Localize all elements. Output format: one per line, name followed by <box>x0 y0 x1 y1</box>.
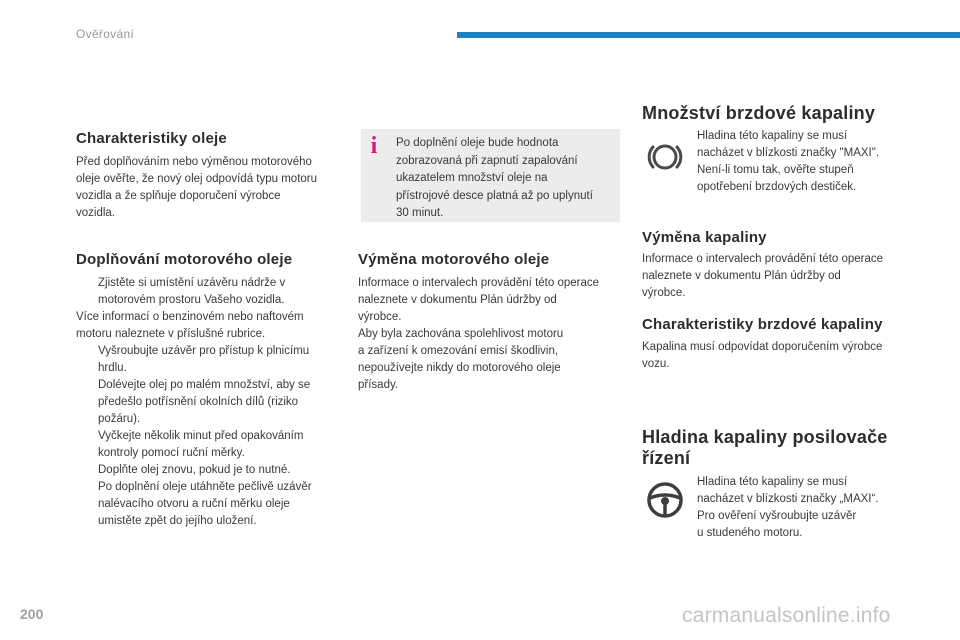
text-line: Více informací o benzinovém nebo naftovém <box>76 311 304 323</box>
brake-fluid-text <box>697 128 917 196</box>
text-line: Dolévejte olej po malém množství, aby se <box>98 379 311 391</box>
steering-wheel-icon <box>645 480 685 520</box>
text-line: Pro ověření vyšroubujte uzávěr <box>697 510 857 522</box>
text-line: hrdlu. <box>98 362 127 374</box>
text-line: kontroly pomocí ruční měrky. <box>98 447 245 459</box>
bullet-item <box>76 479 351 530</box>
text-line: Doplňte olej znovu, pokud je to nutné. <box>98 464 291 476</box>
text-line: výrobce. <box>642 287 686 299</box>
oil-topup-list <box>76 275 351 530</box>
brake-fluid-heading: Množství brzdové kapaliny <box>642 103 876 123</box>
text-line: Aby byla zachována spolehlivost motoru <box>358 328 564 340</box>
oil-change-heading: Výměna motorového oleje <box>358 251 550 268</box>
bullet-item <box>76 275 351 309</box>
text-line: Není-li tomu tak, ověřte stupeň <box>697 164 854 176</box>
text-line: u studeného motoru. <box>697 527 803 539</box>
fluid-change-heading: Výměna kapaliny <box>642 229 767 246</box>
text-line: Informace o intervalech provádění této operace <box>358 277 600 289</box>
text-line: nepoužívejte nikdy do motorového oleje <box>358 362 561 374</box>
text-line: nacházet v blízkosti značky "MAXI". <box>697 147 880 159</box>
header-accent-bar <box>457 32 960 38</box>
text-line: umistěte zpět do jejího uložení. <box>98 515 257 527</box>
fluid-change-text <box>642 251 917 302</box>
text-line: opotřebení brzdových destiček. <box>697 181 857 193</box>
info-icon: i <box>370 133 378 159</box>
power-steering-heading <box>642 427 888 469</box>
power-steering-text <box>697 474 917 542</box>
bullet-item <box>76 462 351 479</box>
text-line: naleznete v dokumentu Plán údržby od <box>642 270 841 282</box>
heading-line: řízení <box>642 448 691 468</box>
oil-topup-heading: Doplňování motorového oleje <box>76 251 293 268</box>
text-line: Kapalina musí odpovídat doporučením výrobce <box>642 341 883 353</box>
text-line: předešlo potřísnění okolních dílů (riziko <box>98 396 299 408</box>
text-line: 30 minut. <box>396 207 444 219</box>
watermark: carmanualsonline.info <box>682 604 891 627</box>
text-line: ukazatelem množství oleje na <box>396 172 548 184</box>
text-line: vozidla. <box>76 207 115 219</box>
bullet-item <box>76 377 351 428</box>
brake-fluid-warning-icon <box>645 137 685 177</box>
text-line: Informace o intervalech provádění této operace <box>642 253 884 265</box>
text-line: motoru naleznete v příslušné rubrice. <box>76 328 266 340</box>
text-line: a zařízení k omezování emisí škodlivin, <box>358 345 559 357</box>
info-note-text <box>396 135 618 223</box>
text-line: Před doplňováním nebo výměnou motorového <box>76 156 312 168</box>
oil-specs-text <box>76 154 346 222</box>
bullet-item <box>76 343 351 377</box>
text-line: výrobce. <box>358 311 402 323</box>
text-line: přístrojové desce platná až po uplynutí <box>396 189 593 202</box>
bullet-item <box>76 428 351 462</box>
text-line: oleje ověřte, že nový olej odpovídá typu motoru <box>76 173 318 185</box>
text-line: motorovém prostoru Vašeho vozidla. <box>98 294 285 306</box>
section-title: Ověřování <box>76 27 135 41</box>
plain-paragraph <box>76 309 351 343</box>
text-line: vozidla a že splňuje doporučení výrobce <box>76 190 281 202</box>
text-line: nalévacího otvoru a ruční měrku oleje <box>98 498 290 510</box>
brake-fluid-specs-heading: Charakteristiky brzdové kapaliny <box>642 316 883 333</box>
text-line: Hladina této kapaliny se musí <box>697 476 848 488</box>
text-line: Vyčkejte několik minut před opakováním <box>98 430 304 442</box>
text-line: zobrazovaná při zapnutí zapalování <box>396 154 578 167</box>
oil-change-text <box>358 275 623 394</box>
text-line: přísady. <box>358 379 399 391</box>
text-line: vozu. <box>642 358 670 370</box>
text-line: nacházet v blízkosti značky „MAXI“. <box>697 493 879 505</box>
text-line: Po doplnění oleje bude hodnota <box>396 137 559 149</box>
text-line: Vyšroubujte uzávěr pro přístup k plnicímu <box>98 345 310 357</box>
text-line: Zjistěte si umístění uzávěru nádrže v <box>98 277 286 289</box>
text-line: naleznete v dokumentu Plán údržby od <box>358 294 557 306</box>
text-line: Po doplnění oleje utáhněte pečlivě uzávěr <box>98 481 312 493</box>
brake-fluid-specs-text <box>642 339 917 373</box>
oil-specs-heading: Charakteristiky oleje <box>76 130 227 147</box>
heading-line: Hladina kapaliny posilovače <box>642 427 888 447</box>
text-line: požáru). <box>98 413 141 425</box>
page-number: 200 <box>20 606 44 622</box>
text-line: Hladina této kapaliny se musí <box>697 130 848 142</box>
